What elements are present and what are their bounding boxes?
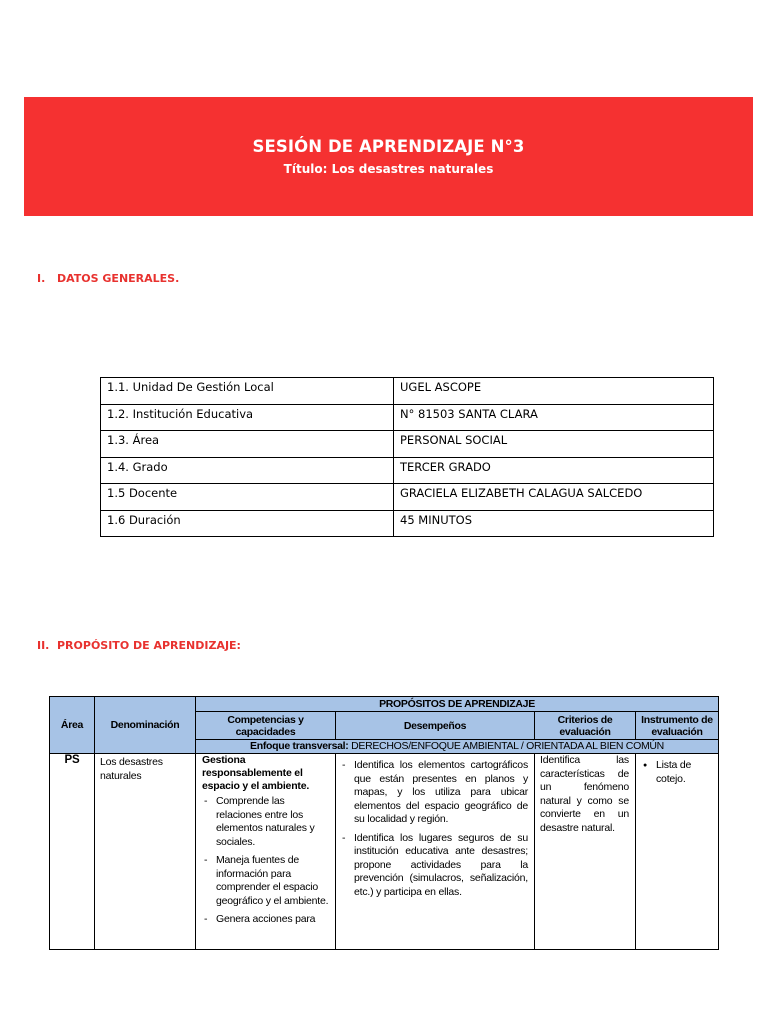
desempeno-item: - Identifica los lugares seguros de su institución educativa ante desastres; propone actividades para la prevención (simulacros, señalización, etc.) y participa en ellas.	[340, 832, 528, 900]
purpose-table	[49, 696, 719, 950]
header-denominacion: Denominación	[95, 697, 196, 754]
header-area: Área	[50, 697, 95, 754]
general-label: 1.1. Unidad De Gestión Local	[101, 378, 394, 405]
general-data-row	[101, 510, 714, 537]
header-propositos: PROPÓSITOS DE APRENDIZAJE	[196, 697, 719, 712]
desempeno-item: - Identifica los elementos cartográficos que están presentes en planos y mapas, y los utiliza para ubicar elementos del espacio geográfico de su localidad y región.	[340, 759, 528, 827]
header-competencias: Competencias y capacidades	[196, 712, 336, 740]
section-heading-proposito	[37, 639, 241, 652]
enfoque-label: Enfoque transversal:	[250, 740, 349, 752]
general-value: TERCER GRADO	[394, 457, 714, 484]
general-value: UGEL ASCOPE	[394, 378, 714, 405]
general-label: 1.6 Duración	[101, 510, 394, 537]
general-value: PERSONAL SOCIAL	[394, 431, 714, 458]
desempenos-list	[340, 759, 528, 899]
general-data-row	[101, 378, 714, 405]
capacidad-item: - Comprende las relaciones entre los elementos naturales y sociales.	[202, 795, 331, 849]
general-data-row	[101, 484, 714, 511]
purpose-row	[50, 754, 719, 950]
general-data-row	[101, 404, 714, 431]
instrumentos-list	[640, 759, 714, 786]
general-data-row	[101, 431, 714, 458]
desempenos-cell	[336, 754, 535, 950]
header-desempenos: Desempeños	[336, 712, 535, 740]
header-instrumento: Instrumento de evaluación	[636, 712, 719, 740]
enfoque-transversal	[196, 740, 719, 754]
section-heading-datos	[37, 272, 179, 285]
header-criterios: Criterios de evaluación	[535, 712, 636, 740]
general-label: 1.5 Docente	[101, 484, 394, 511]
session-subtitle: Título: Los desastres naturales	[283, 162, 494, 176]
section-number: I.	[37, 272, 46, 285]
capacidad-item: - Maneja fuentes de información para comprender el espacio geográfico y el ambiente.	[202, 854, 331, 908]
session-title: SESIÓN DE APRENDIZAJE N°3	[252, 137, 525, 156]
capacidades-list	[202, 795, 331, 927]
section-number: II.	[37, 639, 50, 652]
competencias-cell	[196, 754, 336, 950]
general-value: GRACIELA ELIZABETH CALAGUA SALCEDO	[394, 484, 714, 511]
section-label: DATOS GENERALES.	[57, 272, 180, 285]
general-data-table	[100, 377, 714, 537]
instrumento-cell	[636, 754, 719, 950]
capacidad-item: - Genera acciones para	[202, 913, 331, 927]
area-cell: PS	[50, 754, 95, 950]
general-label: 1.4. Grado	[101, 457, 394, 484]
title-banner	[24, 97, 753, 216]
competencia-title: Gestiona responsablemente el espacio y el ambiente.	[202, 754, 310, 792]
general-label: 1.3. Área	[101, 431, 394, 458]
criterio-cell: Identifica las características de un fenómeno natural y como se convierte en un desastre natural.	[535, 754, 636, 950]
denominacion-cell: Los desastres naturales	[95, 754, 196, 950]
section-label: PROPÓSITO DE APRENDIZAJE:	[57, 639, 241, 652]
general-data-row	[101, 457, 714, 484]
instrumento-item: ● Lista de cotejo.	[640, 759, 714, 786]
enfoque-value: DERECHOS/ENFOQUE AMBIENTAL / ORIENTADA AL BIEN COMÚN	[348, 740, 664, 752]
general-value: 45 MINUTOS	[394, 510, 714, 537]
general-value: N° 81503 SANTA CLARA	[394, 404, 714, 431]
general-label: 1.2. Institución Educativa	[101, 404, 394, 431]
